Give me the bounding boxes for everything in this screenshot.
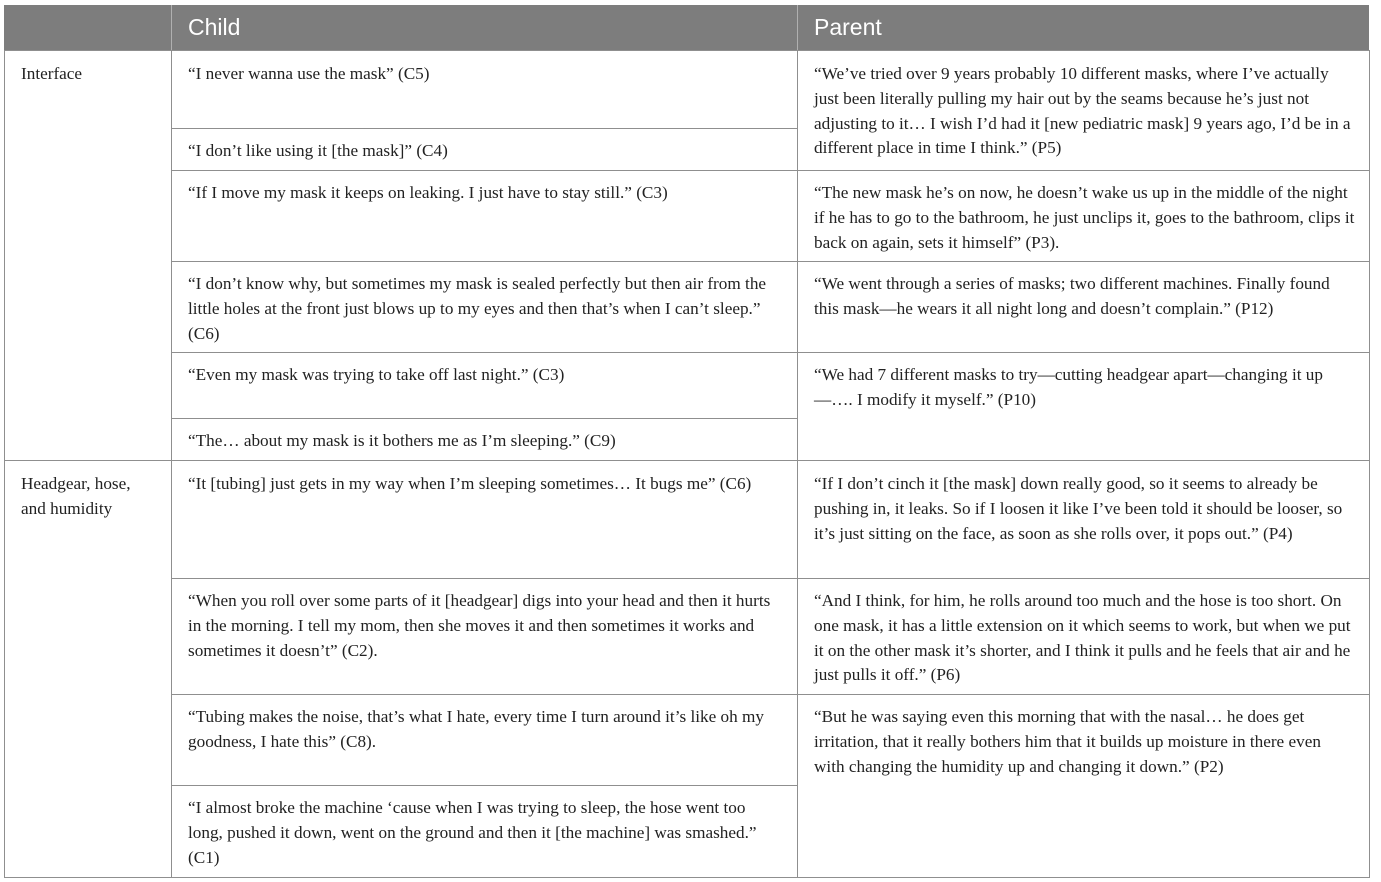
grid-line bbox=[797, 170, 1370, 171]
grid-line bbox=[171, 418, 797, 419]
parent-quote: “The new mask he’s on now, he doesn’t wake us up in the middle of the night if he has to go to the bathroom, he just unclips it, goes to the bathroom, clips it back on again, sets it himself” (P3). bbox=[814, 183, 1355, 252]
child-quote: “Even my mask was trying to take off last night.” (C3) bbox=[188, 365, 565, 384]
grid-line bbox=[4, 50, 5, 877]
header-divider bbox=[797, 5, 798, 50]
header-category bbox=[4, 5, 171, 50]
grid-line bbox=[797, 352, 1370, 353]
child-quote: “I almost broke the machine ‘cause when I was trying to sleep, the hose went too long, pushed it down, went on the ground and then it [the machine] was smashed.” (C1) bbox=[188, 798, 757, 867]
grid-line bbox=[171, 170, 797, 171]
child-quote: “It [tubing] just gets in my way when I’m sleeping sometimes… It bugs me” (C6) bbox=[188, 474, 752, 493]
category-headgear-hose-humidity: Headgear, hose, and humidity bbox=[21, 474, 131, 518]
header-child: Child bbox=[171, 5, 797, 50]
child-quote: “The… about my mask is it bothers me as I’m sleeping.” (C9) bbox=[188, 431, 616, 450]
parent-quote: “If I don’t cinch it [the mask] down really good, so it seems to already be pushing in, it leaks. So if I loosen it like I’ve been told it should be looser, so it’s just sitting on the face, as soon as she rolls over, it pops out.” (P4) bbox=[814, 474, 1343, 543]
grid-line bbox=[797, 50, 798, 877]
child-quote: “I don’t like using it [the mask]” (C4) bbox=[188, 141, 448, 160]
header-divider bbox=[171, 5, 172, 50]
grid-line bbox=[4, 50, 1370, 51]
grid-line bbox=[1369, 50, 1370, 877]
grid-line bbox=[171, 128, 797, 129]
parent-quote: “We’ve tried over 9 years probably 10 different masks, where I’ve actually just been literally pulling my hair out by the seams because he’s just not adjusting to it… I wish I’d had it [new pediatric mask] 9 years ago, I’d be in a different place in time I think.” (P5) bbox=[814, 64, 1351, 158]
parent-quote: “We had 7 different masks to try—cutting headgear apart—changing it up—…. I modify it myself.” (P10) bbox=[814, 365, 1323, 409]
grid-line bbox=[4, 460, 1370, 461]
parent-quote: “And I think, for him, he rolls around too much and the hose is too short. On one mask, it has a little extension on it which seems to work, but when we put it on the other mask it’s shorter, and I think it pulls and he feels that air and he just pulls it off.” (P6) bbox=[814, 591, 1351, 685]
category-interface: Interface bbox=[21, 64, 83, 83]
child-quote: “I never wanna use the mask” (C5) bbox=[188, 64, 430, 83]
grid-line bbox=[171, 578, 1370, 579]
child-quote: “I don’t know why, but sometimes my mask is sealed perfectly but then air from the little holes at the front just blows up to my eyes and then that’s when I can’t sleep.” (C6) bbox=[188, 274, 767, 343]
grid-line bbox=[171, 261, 797, 262]
child-quote: “When you roll over some parts of it [headgear] digs into your head and then it hurts in the morning. I tell my mom, then she moves it and then sometimes it works and sometimes it doesn’t” (C2). bbox=[188, 591, 771, 660]
grid-line bbox=[171, 785, 797, 786]
parent-quote: “But he was saying even this morning that with the nasal… he does get irritation, that it really bothers him that it builds up moisture in there even with changing the humidity up and changing it down.” (P2) bbox=[814, 707, 1321, 776]
grid-line bbox=[797, 261, 1370, 262]
grid-line bbox=[4, 877, 1370, 878]
child-quote: “Tubing makes the noise, that’s what I hate, every time I turn around it’s like oh my goodness, I hate this” (C8). bbox=[188, 707, 764, 751]
parent-quote: “We went through a series of masks; two different machines. Finally found this mask—he wears it all night long and doesn’t complain.” (P12) bbox=[814, 274, 1330, 318]
child-quote: “If I move my mask it keeps on leaking. I just have to stay still.” (C3) bbox=[188, 183, 668, 202]
grid-line bbox=[171, 352, 797, 353]
grid-line bbox=[171, 50, 172, 877]
header-parent: Parent bbox=[797, 5, 1369, 50]
grid-line bbox=[171, 694, 1370, 695]
